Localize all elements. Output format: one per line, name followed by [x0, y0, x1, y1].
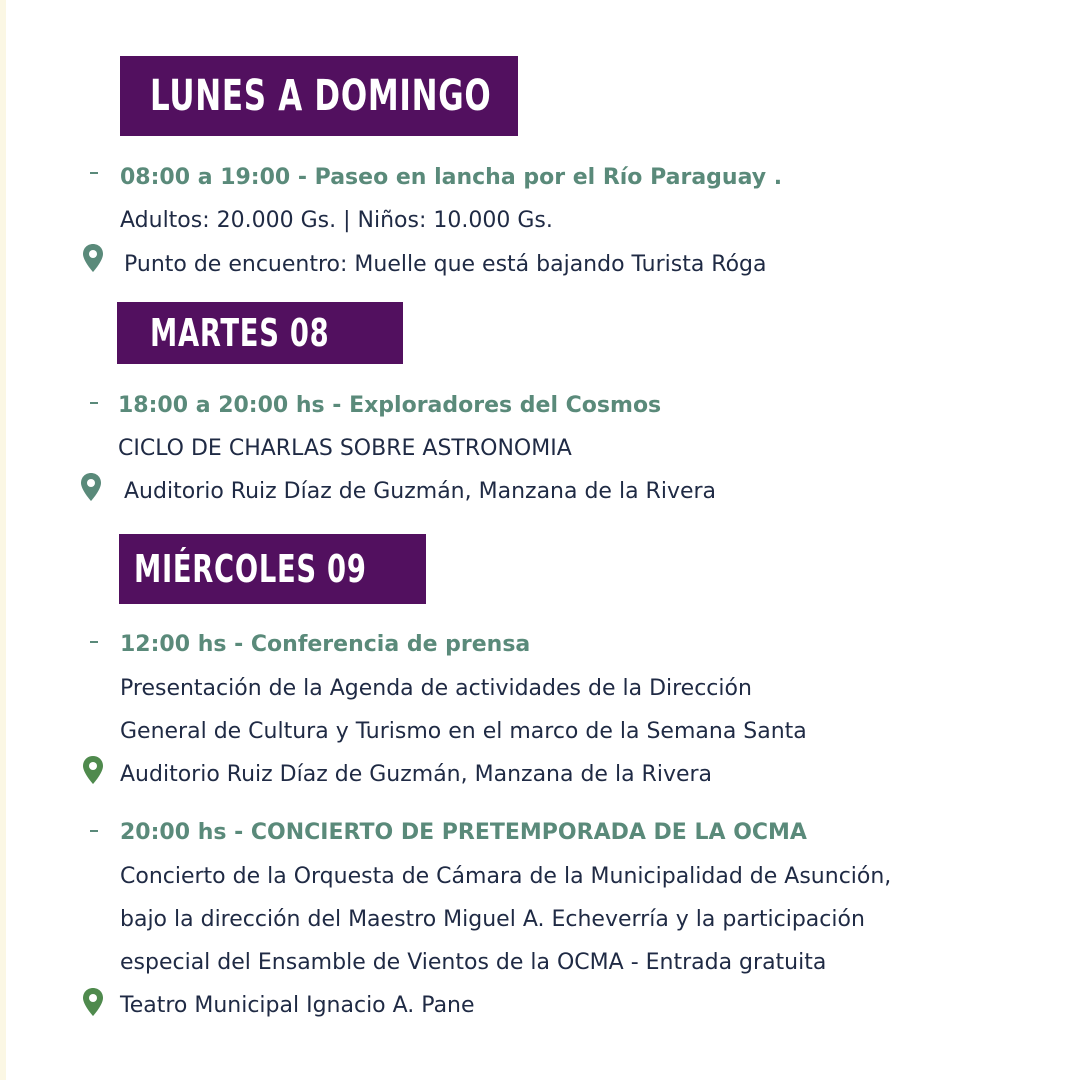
event-heading: 20:00 hs - CONCIERTO DE PRETEMPORADA DE LA OCMA: [120, 820, 807, 845]
event-location: Punto de encuentro: Muelle que está bajando Turista Róga: [124, 252, 767, 277]
location-pin-icon: [82, 755, 104, 785]
section-title: MARTES 08: [150, 311, 330, 355]
section-banner-miercoles-09: [119, 534, 426, 604]
event-detail: General de Cultura y Turismo en el marco de la Semana Santa: [120, 719, 807, 744]
left-edge-stripe: [0, 0, 6, 1080]
event-detail: Adultos: 20.000 Gs. | Niños: 10.000 Gs.: [120, 208, 553, 233]
event-location: Teatro Municipal Ignacio A. Pane: [120, 993, 475, 1018]
section-banner-martes-08: [117, 302, 403, 364]
event-heading: 08:00 a 19:00 - Paseo en lancha por el Río Paraguay .: [120, 165, 783, 190]
section-title: LUNES A DOMINGO: [150, 71, 492, 121]
bullet-dash: [90, 830, 98, 832]
location-pin-icon: [80, 472, 102, 502]
event-detail: Presentación de la Agenda de actividades de la Dirección: [120, 676, 752, 701]
bullet-dash: [90, 172, 98, 174]
event-detail: CICLO DE CHARLAS SOBRE ASTRONOMIA: [118, 436, 572, 461]
bullet-dash: [90, 641, 98, 643]
event-heading: 12:00 hs - Conferencia de prensa: [120, 632, 531, 657]
bullet-dash: [90, 402, 98, 404]
event-detail: Concierto de la Orquesta de Cámara de la Municipalidad de Asunción,: [120, 864, 892, 889]
event-detail: bajo la dirección del Maestro Miguel A. Echeverría y la participación: [120, 907, 865, 932]
section-title: MIÉRCOLES 09: [134, 547, 367, 591]
event-heading: 18:00 a 20:00 hs - Exploradores del Cosmos: [118, 393, 662, 418]
section-banner-lunes-a-domingo: [120, 56, 518, 136]
location-pin-icon: [82, 987, 104, 1017]
event-location: Auditorio Ruiz Díaz de Guzmán, Manzana de la Rivera: [124, 479, 717, 504]
event-detail: especial del Ensamble de Vientos de la OCMA - Entrada gratuita: [120, 950, 827, 975]
location-pin-icon: [82, 243, 104, 273]
event-location: Auditorio Ruiz Díaz de Guzmán, Manzana de la Rivera: [120, 762, 713, 787]
